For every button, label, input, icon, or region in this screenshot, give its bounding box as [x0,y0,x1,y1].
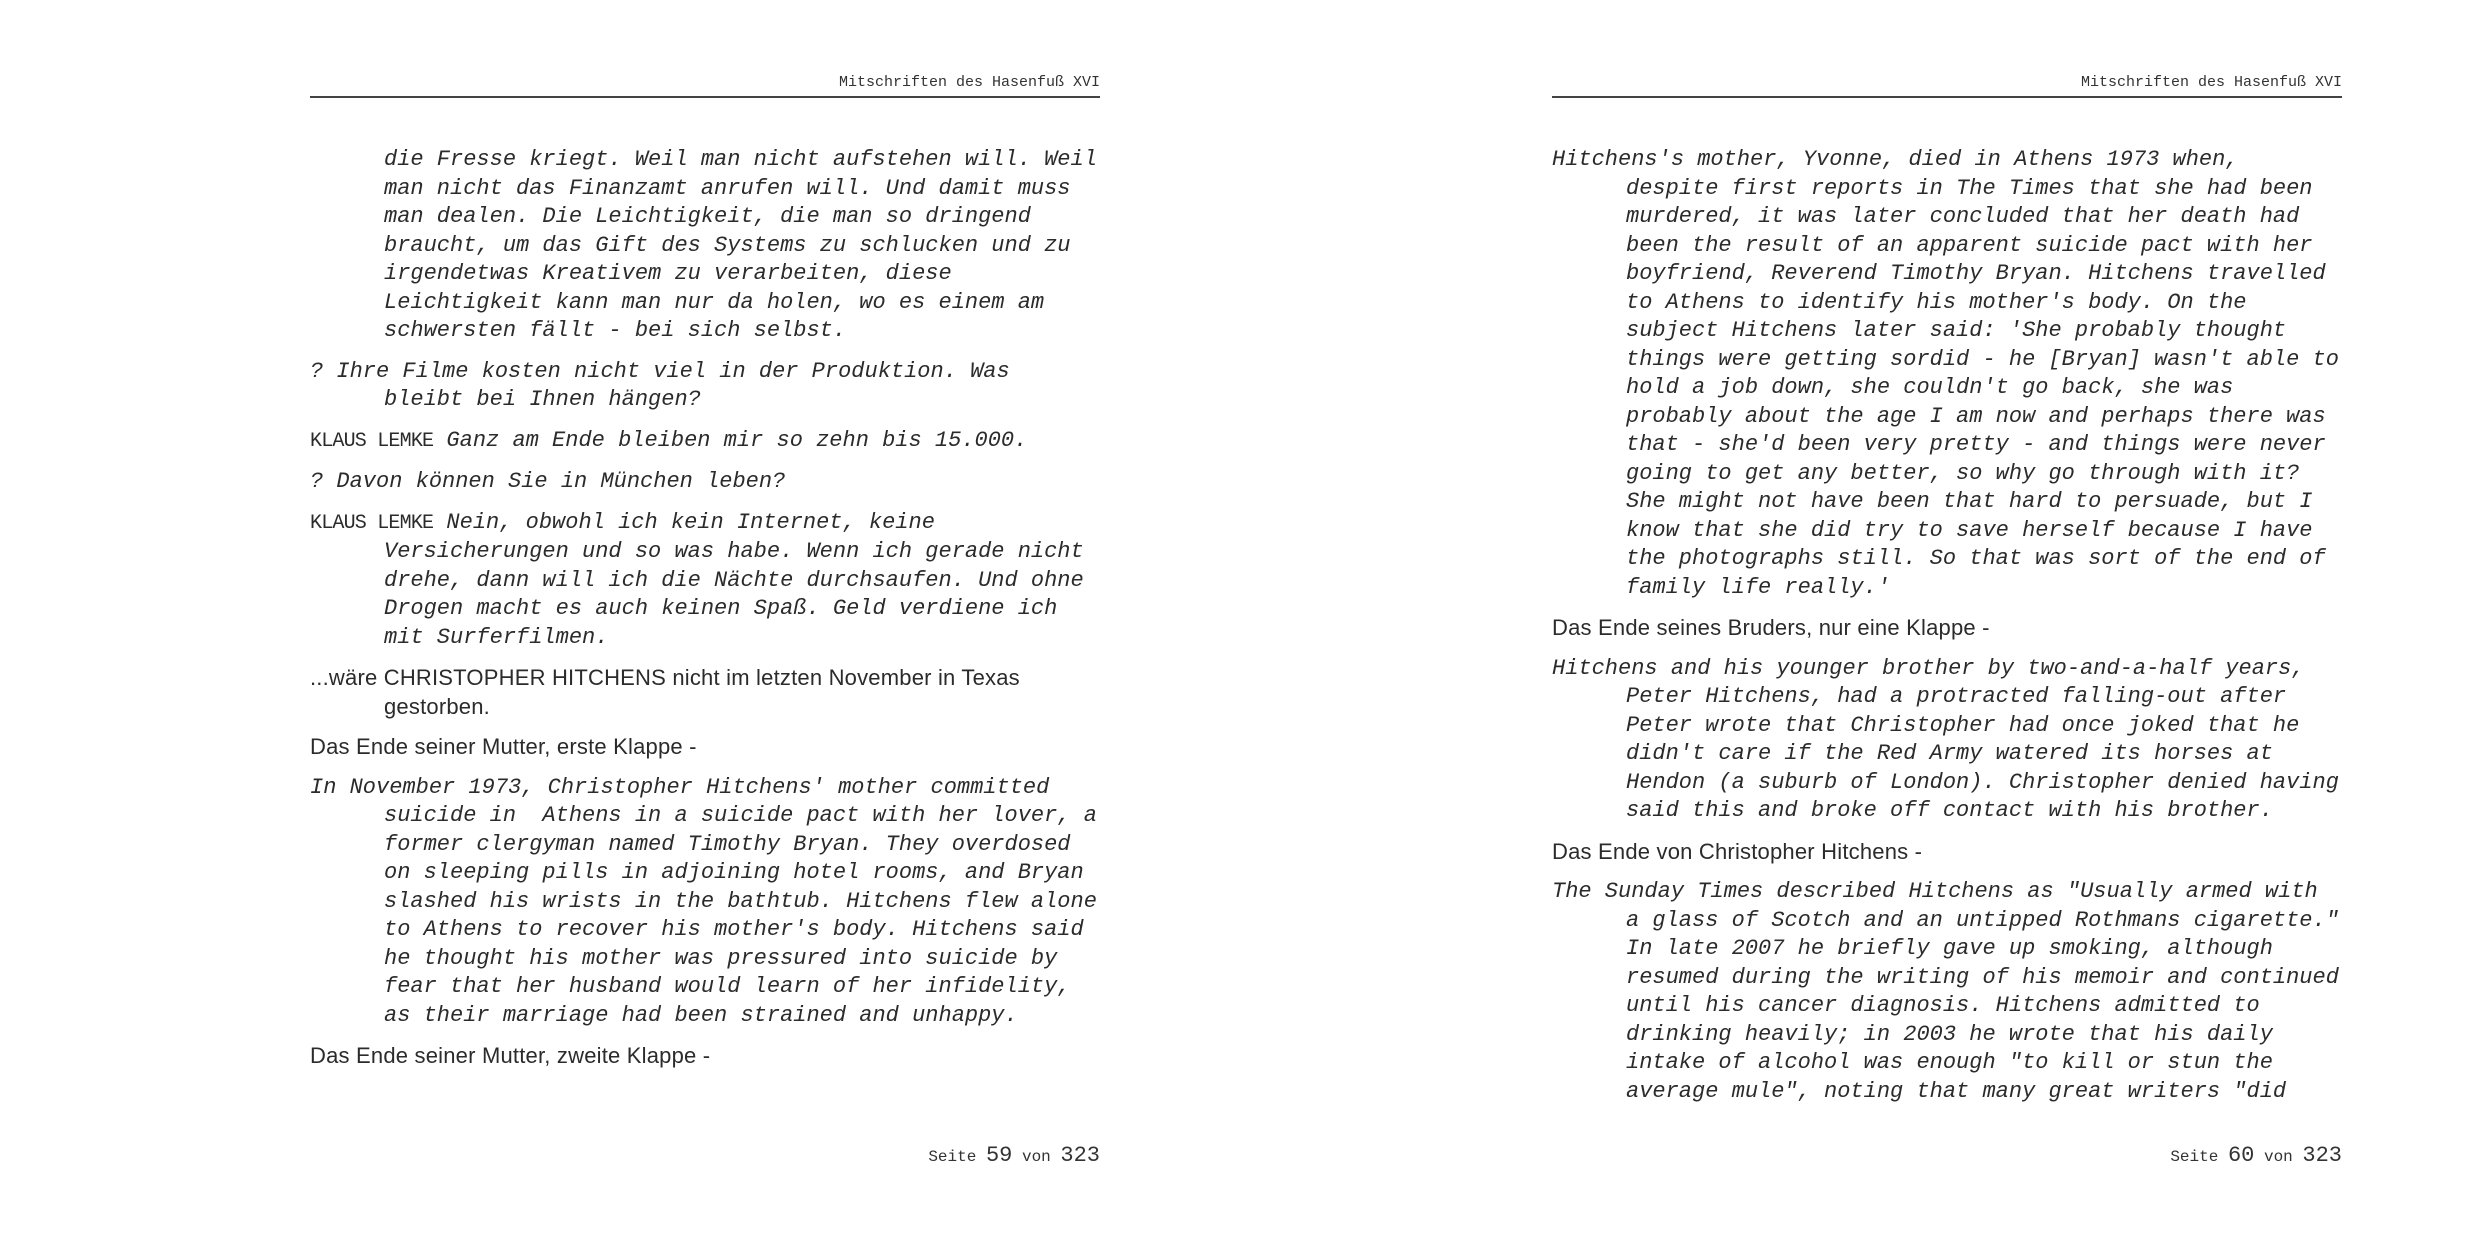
running-header: Mitschriften des Hasenfuß XVI [2080,74,2342,91]
section-heading: Das Ende seiner Mutter, erste Klappe - [310,734,697,759]
answer-text: Nein, obwohl ich kein Internet, keine Versicherungen und so was habe. Wenn ich gerade nicht drehe, dann will ich die Nächte durchsaufen. Und ohne Drogen macht es auch keinen Spaß. Geld verdiene ich mit Surferfilmen. [384,509,1097,650]
paragraph-quote: Hitchens's mother, Yvonne, died in Athens 1973 when, despite first reports in The Times that she had been murdered, it was later concluded that her death had been the result of an apparent suicide pact with her boyfriend, Reverend Timothy Bryan. Hitchens travelled to Athens to identify his mother's body. On the subject Hitchens later said: 'She probably thought things were getting sordid - he [Bryan] wasn't able to hold a job down, she couldn't go back, she was probably about the age I am now and perhaps there was that - she'd been very pretty - and things were never going to get any better, so why go through with it? She might not have been that hard to persuade, but I know that she did try to save herself because I have the photographs still. So that was sort of the end of family life really.' [1552,147,2353,600]
footer-page-word: Seite [928,1148,977,1166]
footer-of-word: von [1021,1148,1051,1166]
footer-page-word: Seite [2170,1148,2219,1166]
section-heading: Das Ende seines Bruders, nur eine Klappe - [1552,615,1990,640]
paragraph-interview-answer-continued: die Fresse kriegt. Weil man nicht aufstehen will. Weil man nicht das Finanzamt anrufen will. Und damit muss man dealen. Die Leichtigkeit, die man so dringend braucht, um das Gift des Systems zu schlucken und zu irgendetwas Kreativem zu verarbeiten, diese Leichtigkeit kann man nur da holen, wo es einem am schwersten fällt - bei sich selbst. [384,147,1111,343]
footer-of-word: von [2263,1148,2293,1166]
footer-page-number: 60 [2227,1143,2255,1168]
page-number-footer [2170,1143,2342,1168]
paragraph-quote: Hitchens and his younger brother by two-and-a-half years, Peter Hitchens, had a protracted falling-out after Peter wrote that Christopher had once joked that he didn't care if the Red Army watered its horses at Hendon (a suburb of London). Christopher denied having said this and broke off contact with his brother. [1552,655,2353,823]
right-page [1552,0,2353,1240]
page-body [1552,146,2353,1118]
header-rule [310,96,1100,98]
paragraph-question: ? Davon können Sie in München leben? [310,469,786,494]
speaker-name: KLAUS LEMKE [310,511,434,535]
section-heading: Das Ende von Christopher Hitchens - [1552,838,1923,864]
footer-total-pages: 323 [1060,1143,1100,1168]
left-page [310,0,1111,1240]
page-body [310,146,1111,1083]
paragraph-quote: In November 1973, Christopher Hitchens' mother committed suicide in Athens in a suicide pact with her lover, a former clergyman named Timothy Bryan. They overdosed on sleeping pills in adjoining hotel rooms, and Bryan slashed his wrists in the bathtub. Hitchens flew alone to Athens to recover his mother's body. Hitchens said he thought his mother was pressured into suicide by fear that her husband would learn of her infidelity, as their marriage had been strained and unhappy. [310,774,1111,1028]
footer-page-number: 59 [985,1143,1013,1168]
paragraph-answer [310,509,1100,653]
paragraph-answer [310,427,1100,457]
answer-text: Ganz am Ende bleiben mir so zehn bis 15.000. [433,427,1028,453]
paragraph-transition: ...wäre CHRISTOPHER HITCHENS nicht im letzten November in Texas gestorben. [310,665,1027,719]
paragraph-quote: The Sunday Times described Hitchens as "Usually armed with a glass of Scotch and an untipped Rothmans cigarette." In late 2007 he briefly gave up smoking, although resumed during the writing of his memoir and continued until his cancer diagnosis. Hitchens admitted to drinking heavily; in 2003 he wrote that his daily intake of alcohol was enough "to kill or stun the average mule", noting that many great writers "did [1552,879,2353,1104]
section-heading: Das Ende seiner Mutter, zweite Klappe - [310,1043,711,1068]
page-number-footer [928,1143,1100,1168]
paragraph-question: ? Ihre Filme kosten nicht viel in der Produktion. Was bleibt bei Ihnen hängen? [310,358,1023,412]
running-header: Mitschriften des Hasenfuß XVI [838,74,1100,91]
speaker-name: KLAUS LEMKE [310,429,434,453]
footer-total-pages: 323 [2302,1143,2342,1168]
header-rule [1552,96,2342,98]
